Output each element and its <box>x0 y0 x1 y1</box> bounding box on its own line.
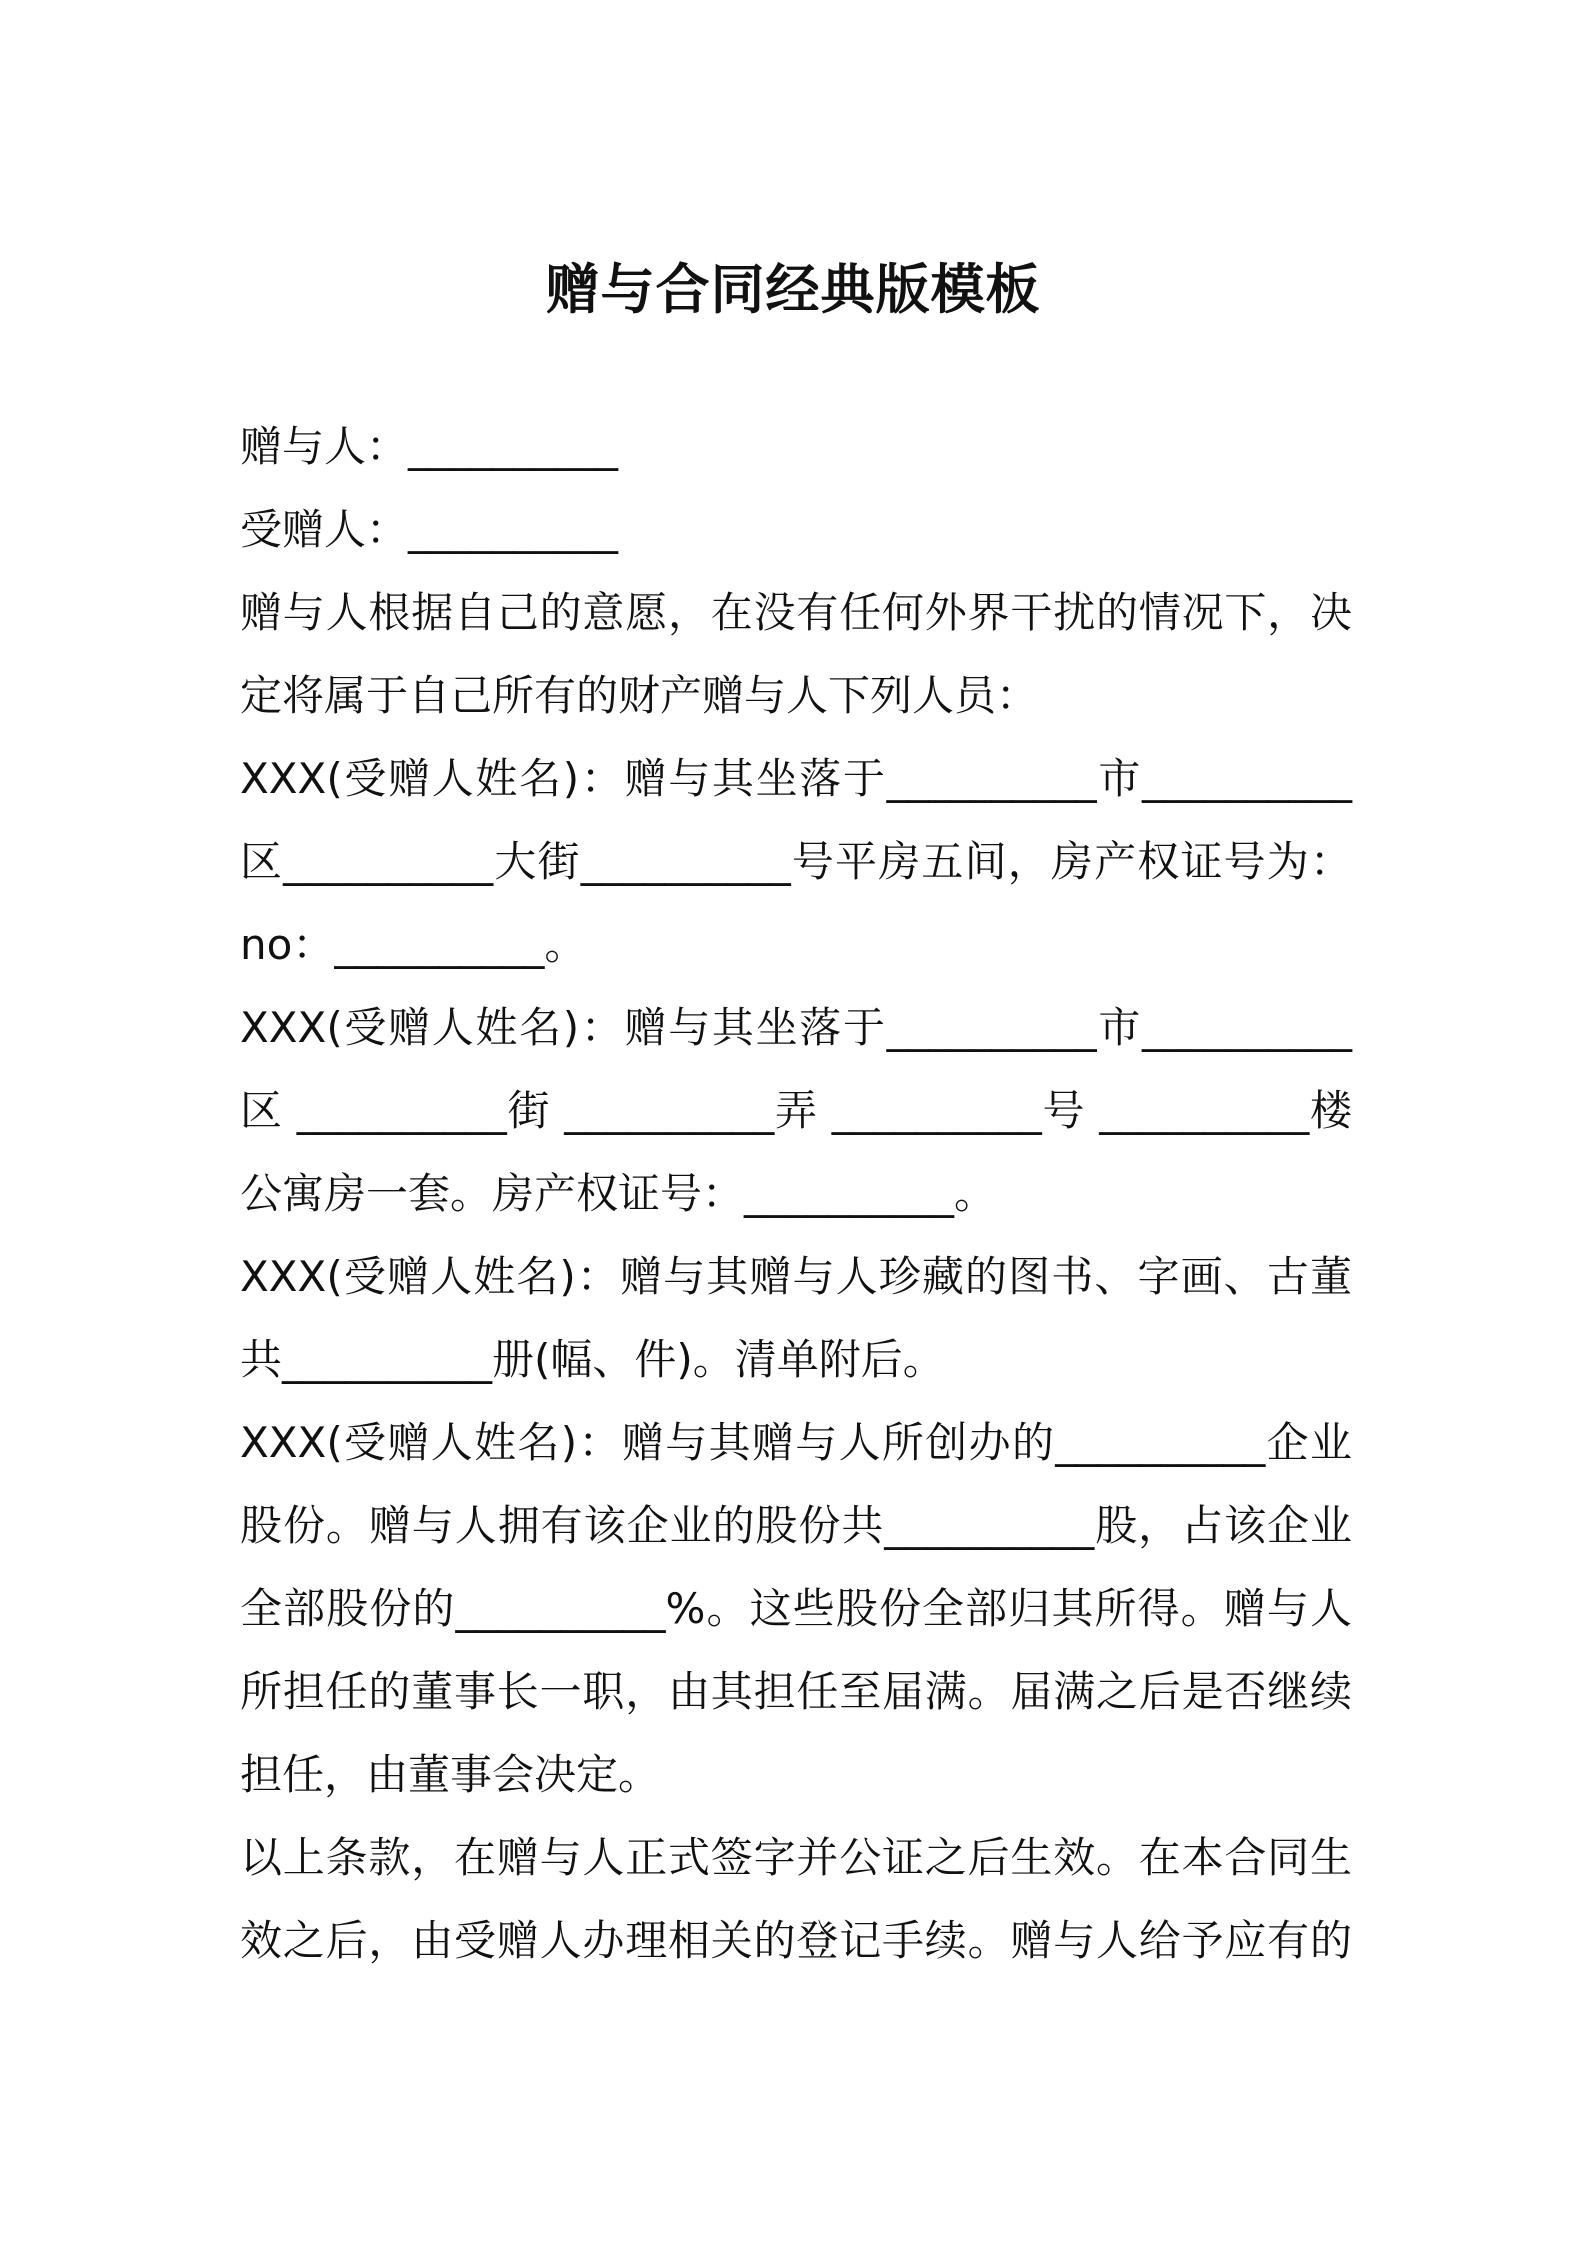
item-line: 股份。赠与人拥有该企业的股份共__________股，占该企业 <box>240 1501 1352 1550</box>
closing-paragraph <box>240 1816 1352 1982</box>
item-paragraph-apartment <box>240 986 1352 1235</box>
intro-line: 赠与人根据自己的意愿，在没有任何外界干扰的情况下，决 <box>240 588 1352 637</box>
donor-line <box>240 405 1352 488</box>
item-line: XXX(受赠人姓名)：赠与其坐落于__________市__________ <box>240 1003 1352 1052</box>
item-line: 区 __________街 __________弄 __________号 __________楼 <box>240 1086 1352 1135</box>
closing-line: 以上条款，在赠与人正式签字并公证之后生效。在本合同生 <box>240 1833 1352 1882</box>
item-line: XXX(受赠人姓名)：赠与其坐落于__________市__________ <box>240 754 1352 803</box>
donor-label: 赠与人：__________ <box>240 422 619 471</box>
item-paragraph-collection <box>240 1235 1352 1401</box>
intro-line: 定将属于自己所有的财产赠与人下列人员： <box>240 671 1039 720</box>
item-line: 公寓房一套。房产权证号：__________。 <box>240 1169 997 1218</box>
item-line: 区__________大街__________号平房五间，房产权证号为： <box>240 837 1352 886</box>
item-line: no：__________。 <box>240 920 587 969</box>
item-line: 所担任的董事长一职，由其担任至届满。届满之后是否继续 <box>240 1667 1352 1716</box>
intro-paragraph <box>240 571 1352 737</box>
document-title: 赠与合同经典版模板 <box>545 258 1041 321</box>
closing-line: 效之后，由受赠人办理相关的登记手续。赠与人给予应有的 <box>240 1916 1352 1965</box>
item-line: XXX(受赠人姓名)：赠与其赠与人珍藏的图书、字画、古董 <box>240 1252 1352 1301</box>
document-body <box>240 405 1352 1982</box>
item-paragraph-house <box>240 737 1352 986</box>
donee-line <box>240 488 1352 571</box>
item-line: XXX(受赠人姓名)：赠与其赠与人所创办的__________企业 <box>240 1418 1352 1467</box>
item-paragraph-shares <box>240 1401 1352 1816</box>
item-line: 共__________册(幅、件)。清单附后。 <box>240 1335 945 1384</box>
donee-label: 受赠人：__________ <box>240 505 619 554</box>
item-line: 担任，由董事会决定。 <box>240 1750 661 1799</box>
item-line: 全部股份的__________%。这些股份全部归其所得。赠与人 <box>240 1584 1352 1633</box>
